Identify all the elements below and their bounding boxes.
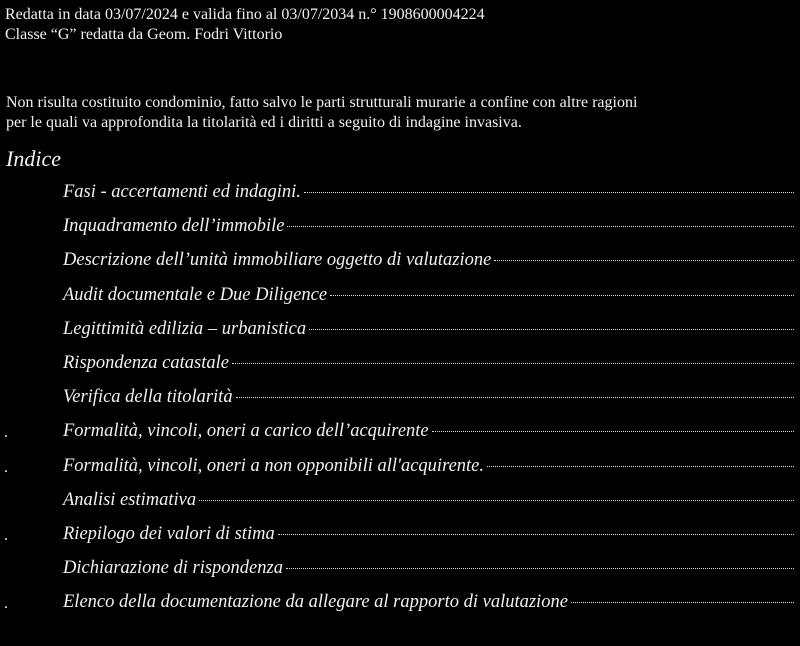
index-heading: Indice [6,146,61,171]
dot-leader [286,568,794,569]
dot-leader [487,466,794,467]
toc-entry[interactable] [0,214,800,248]
toc-entry-label: Legittimità edilizia – urbanistica [63,318,307,339]
toc-entry-label: Riepilogo dei valori di stima [63,523,275,544]
certificate-validity-line: Redatta in data 03/07/2024 e valida fino al 03/07/2034 n.° 1908600004224 [5,6,485,23]
toc-entry-label: Analisi estimativa [63,489,197,510]
toc-entry-label: Formalità, vincoli, oneri a carico dell’acquirente [63,421,429,442]
toc-entry[interactable] [0,488,800,522]
toc-entry-label: Elenco della documentazione da allegare al rapporto di valutazione [63,592,568,613]
dot-leader [309,329,794,330]
toc-entry[interactable] [0,556,800,590]
toc-entry-label: Fasi - accertamenti ed indagini. [63,182,301,202]
dot-leader [494,260,794,261]
certificate-author-line: Classe “G” redatta da Geom. Fodri Vittorio [5,26,283,43]
toc-entry-label: Rispondenza catastale [63,352,229,373]
toc-entry[interactable] [0,283,800,317]
toc-entry-label: Verifica della titolarità [63,387,233,408]
dot-leader [287,226,794,227]
dot-leader [432,431,794,432]
table-of-contents [0,180,800,624]
toc-entry-label: Dichiarazione di rispondenza [63,558,283,579]
toc-entry-label: Audit documentale e Due Diligence [63,284,328,305]
dot-leader [199,500,794,501]
toc-entry[interactable] [0,351,800,385]
toc-entry-label: Formalità, vincoli, oneri a non opponibili all'acquirente. [63,455,485,476]
toc-entry[interactable] [0,454,800,488]
toc-entry[interactable] [0,317,800,351]
toc-bullet: . [4,458,8,476]
toc-entry-label: Descrizione dell’unità immobiliare oggetto di valutazione [63,250,492,271]
dot-leader [278,534,794,535]
toc-bullet: . [4,526,8,544]
toc-bullet: . [4,595,8,613]
toc-entry[interactable] [0,522,800,556]
condominium-note-line-2: per le quali va approfondita la titolarità ed i diritti a seguito di indagine invasiva. [6,114,522,131]
condominium-note-line-1: Non risulta costituito condominio, fatto salvo le parti strutturali murarie a confine con altre ragioni [6,94,638,111]
toc-entry[interactable] [0,385,800,419]
toc-entry[interactable] [0,248,800,282]
dot-leader [304,192,794,193]
dot-leader [236,397,794,398]
toc-entry[interactable] [0,419,800,453]
toc-entry[interactable] [0,590,800,624]
toc-bullet: . [4,424,8,442]
toc-entry[interactable] [0,180,800,214]
dot-leader [571,602,794,603]
dot-leader [330,295,794,296]
dot-leader [232,363,794,364]
toc-entry-label: Inquadramento dell’immobile [63,216,285,237]
